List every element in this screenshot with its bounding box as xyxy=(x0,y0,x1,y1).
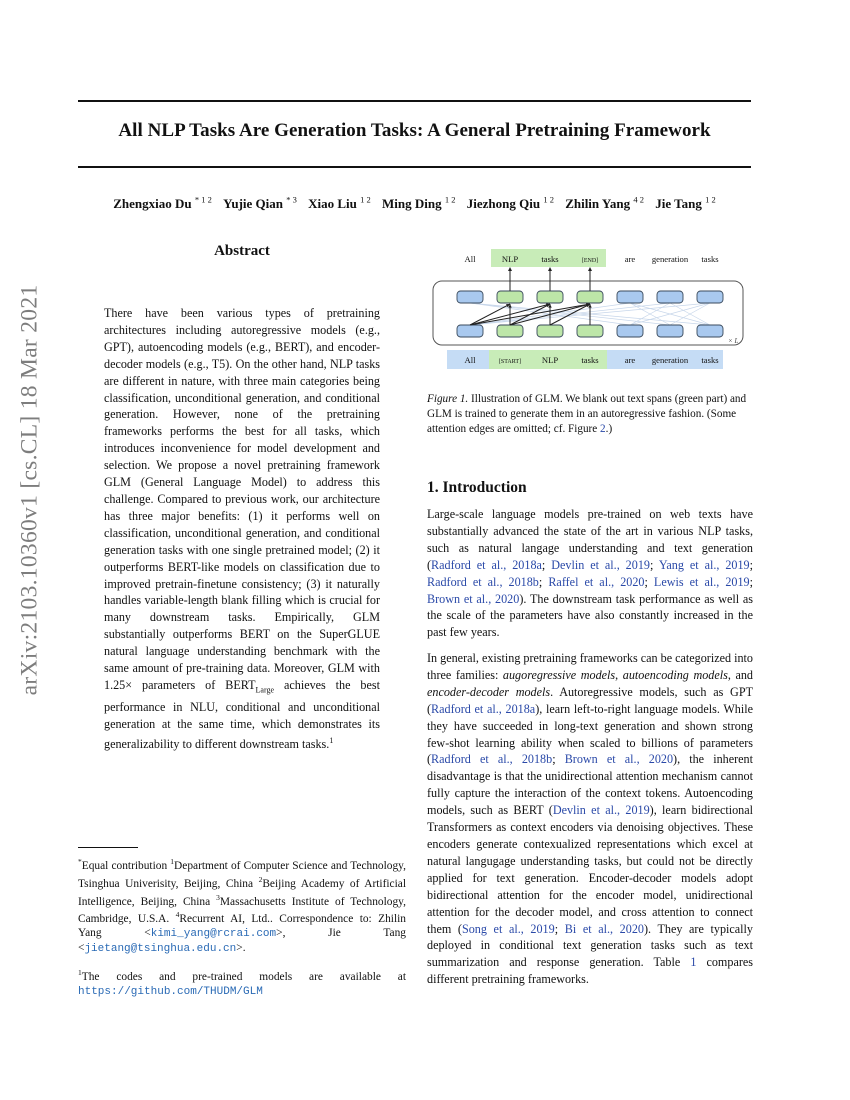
citation-link[interactable]: Radford et al., 2018b xyxy=(427,574,539,589)
arxiv-stamp-text: arXiv:2103.10360v1 [cs.CL] 18 Mar 2021 xyxy=(16,284,43,696)
top-token-label: [END] xyxy=(581,258,599,264)
figure-ref-link[interactable]: 2 xyxy=(600,422,606,435)
citation-link[interactable]: Radford et al., 2018a xyxy=(431,701,536,716)
citation-link[interactable]: Lewis et al., 2019 xyxy=(653,574,750,589)
section-heading: 1. Introduction xyxy=(427,479,527,496)
glm-figure xyxy=(427,246,753,378)
context-token-node xyxy=(657,325,683,337)
context-token-node xyxy=(457,291,483,303)
context-token-node xyxy=(617,325,643,337)
author-list xyxy=(78,195,751,212)
citation-link[interactable]: Devlin et al., 2019 xyxy=(551,557,650,572)
intro-paragraph-2: In general, existing pretraining frameworks can be categorized into three families: augoregressive models, autoencoding models, and encoder-decoder models. Autoregressive models, such as GPT (Radford et al., 2018a), learn left-to-right language models. While they have succeeded in long-text generation and shown strong few-shot learning ability when scaled to billions of parameters (Radford et al., 2018b; Brown et al., 2020), the inherent disadvantage is that the unidirectional attention mechanism cannot fully capture the interaction of the context tokens. Autoencoding models, such as BERT (Devlin et al., 2019), learn bidirectional Transformers as context encoders via denoising objectives. These encoders generate contexualized representations which excel at natural langugage understanding tasks, but could not be directly applied for text generation. Encoder-decoder models adopt bidirectional attention for the encoder model, unidirectional attention for the decoder model, and cross attention to connect them (Song et al., 2019; Bi et al., 2020). They are typically deployed in conditional text generation tasks such as text summarization and response generation. Table 1 compares different pretraining frameworks. xyxy=(427,651,754,987)
citation-link[interactable]: Devlin et al., 2019 xyxy=(552,803,650,818)
table-ref-link[interactable]: 1 xyxy=(690,955,697,970)
citation-link[interactable]: Radford et al., 2018a xyxy=(431,557,542,572)
bottom-token-label: generation xyxy=(651,355,689,365)
context-token-node xyxy=(617,291,643,303)
masked-token-node xyxy=(537,325,563,337)
bottom-token-label: tasks xyxy=(701,355,719,365)
layer-label: × L xyxy=(728,337,739,345)
paper-title: All NLP Tasks Are Generation Tasks: A General Pretraining Framework xyxy=(118,120,711,141)
citation-link[interactable]: Yang et al., 2019 xyxy=(658,557,750,572)
masked-token-node xyxy=(497,325,523,337)
bottom-token-label: NLP xyxy=(541,355,559,365)
masked-token-node xyxy=(577,291,603,303)
citation-link[interactable]: Radford et al., 2018b xyxy=(431,752,553,767)
masked-token-node xyxy=(497,291,523,303)
author: Xiao Liu $^{1 2}$ xyxy=(308,195,371,212)
bottom-token-label: [START] xyxy=(498,359,522,365)
bottom-token-label: are xyxy=(624,355,636,365)
intro-paragraph-1: Large-scale language models pre-trained on web texts have substantially advanced the state of the art in various NLP tasks, such as natural langage understanding and text generation (Radford et al., 2018a; Devlin et al., 2019; Yang et al., 2019; Radford et al., 2018b; Raffel et al., 2020; Lewis et al., 2019; Brown et al., 2020). The downstream task performance as well as the scale of the parameters have also constantly increased in the past few years. xyxy=(427,507,754,640)
footnote-rule xyxy=(78,847,138,848)
abstract-heading: Abstract xyxy=(214,243,270,259)
title-top-rule xyxy=(78,100,751,102)
title-bottom-rule xyxy=(78,166,751,168)
citation-link[interactable]: Bi et al., 2020 xyxy=(564,921,644,936)
top-token-label: generation xyxy=(651,254,689,264)
abstract-body: There have been various types of pretraining architectures including autoregressive models (e.g., GPT), autoencoding models (e.g., BERT), and encoder-decoder models (e.g., T5). On the other hand, NLP tasks are different in nature, with three main categories being classification, unconditional generation, and conditional generation. However, none of the pretraining frameworks performs the best for all tasks, which introduces inconvenience for model development and selection. We propose a novel pretraining framework GLM (General Language Model) to address this challenge. Compared to previous work, our architecture has three major benefits: (1) it performs well on classification, unconditional generation, and conditional generation tasks with one single pretrained model; (2) it outperforms BERT-like models on classification due to improved pretrain-finetune consistency; (3) it naturally handles variable-length blank filling which is crucial for many downstream tasks. Empirically, GLM substantially outperforms BERT on the SuperGLUE natural language understanding benchmark with the same amount of pre-training data. Moreover, GLM with 1.25× parameters of $BERT_{Large}$ achieves the best performance in NLU, conditional and unconditional generation at the same time, which demonstrates its generalizability to different downstream tasks.$^1$ xyxy=(104,306,380,752)
code-footnote: $^1$The codes and pre-trained models are available at https://github.com/THUDM/GLM xyxy=(78,968,406,998)
author: Ming Ding $^{1 2}$ xyxy=(382,195,456,212)
author: Jiezhong Qiu $^{1 2}$ xyxy=(466,195,554,212)
code-url-link[interactable]: https://github.com/THUDM/GLM xyxy=(78,985,263,998)
bottom-token-label: All xyxy=(464,355,476,365)
author: Yujie Qian $^{* 3}$ xyxy=(223,195,297,212)
citation-link[interactable]: Brown et al., 2020 xyxy=(564,752,674,767)
author: Jie Tang $^{1 2}$ xyxy=(655,195,716,212)
citation-link[interactable]: Song et al., 2019 xyxy=(461,921,555,936)
email-link[interactable]: jietang@tsinghua.edu.cn xyxy=(84,943,237,956)
bottom-token-label: tasks xyxy=(581,355,599,365)
arrow-head xyxy=(508,267,512,271)
affiliation-footnote: *Equal contribution $^1$Department of Computer Science and Technology, Tsinghua Univerisity, Beijing, China $^2$Beijing Academy of Artificial Intelligence, Beijing, China $^3$Massachusetts Institute of Technology, Cambridge, U.S.A. $^4$Recurrent AI, Ltd.. Correspondence to: Zhilin Yang <kimi_yang@rcrai.com>, Jie Tang <jietang@tsinghua.edu.cn>. xyxy=(78,857,406,956)
top-token-label: All xyxy=(464,254,476,264)
context-token-node xyxy=(457,325,483,337)
top-token-label: tasks xyxy=(701,254,719,264)
citation-link[interactable]: Raffel et al., 2020 xyxy=(548,574,645,589)
top-token-label: are xyxy=(624,254,636,264)
arxiv-stamp xyxy=(8,255,52,725)
arrow-head xyxy=(588,267,592,271)
citation-link[interactable]: Brown et al., 2020 xyxy=(427,591,520,606)
context-token-node xyxy=(697,291,723,303)
figure-caption: Figure 1. Illustration of GLM. We blank out text spans (green part) and GLM is trained to generate them in an autoregressive fashion. (Some attention edges are omitted; cf. Figure 2.) xyxy=(427,393,747,435)
top-token-label: NLP xyxy=(501,254,519,264)
masked-token-node xyxy=(577,325,603,337)
footnote-ref[interactable]: 1 xyxy=(329,736,334,746)
author: Zhilin Yang $^{4 2}$ xyxy=(565,195,644,212)
email-link[interactable]: kimi_yang@rcrai.com xyxy=(150,928,277,941)
arrow-head xyxy=(548,267,552,271)
context-token-node xyxy=(657,291,683,303)
masked-token-node xyxy=(537,291,563,303)
context-token-node xyxy=(697,325,723,337)
top-token-label: tasks xyxy=(541,254,559,264)
author: Zhengxiao Du $^{* 1 2}$ xyxy=(113,195,212,212)
